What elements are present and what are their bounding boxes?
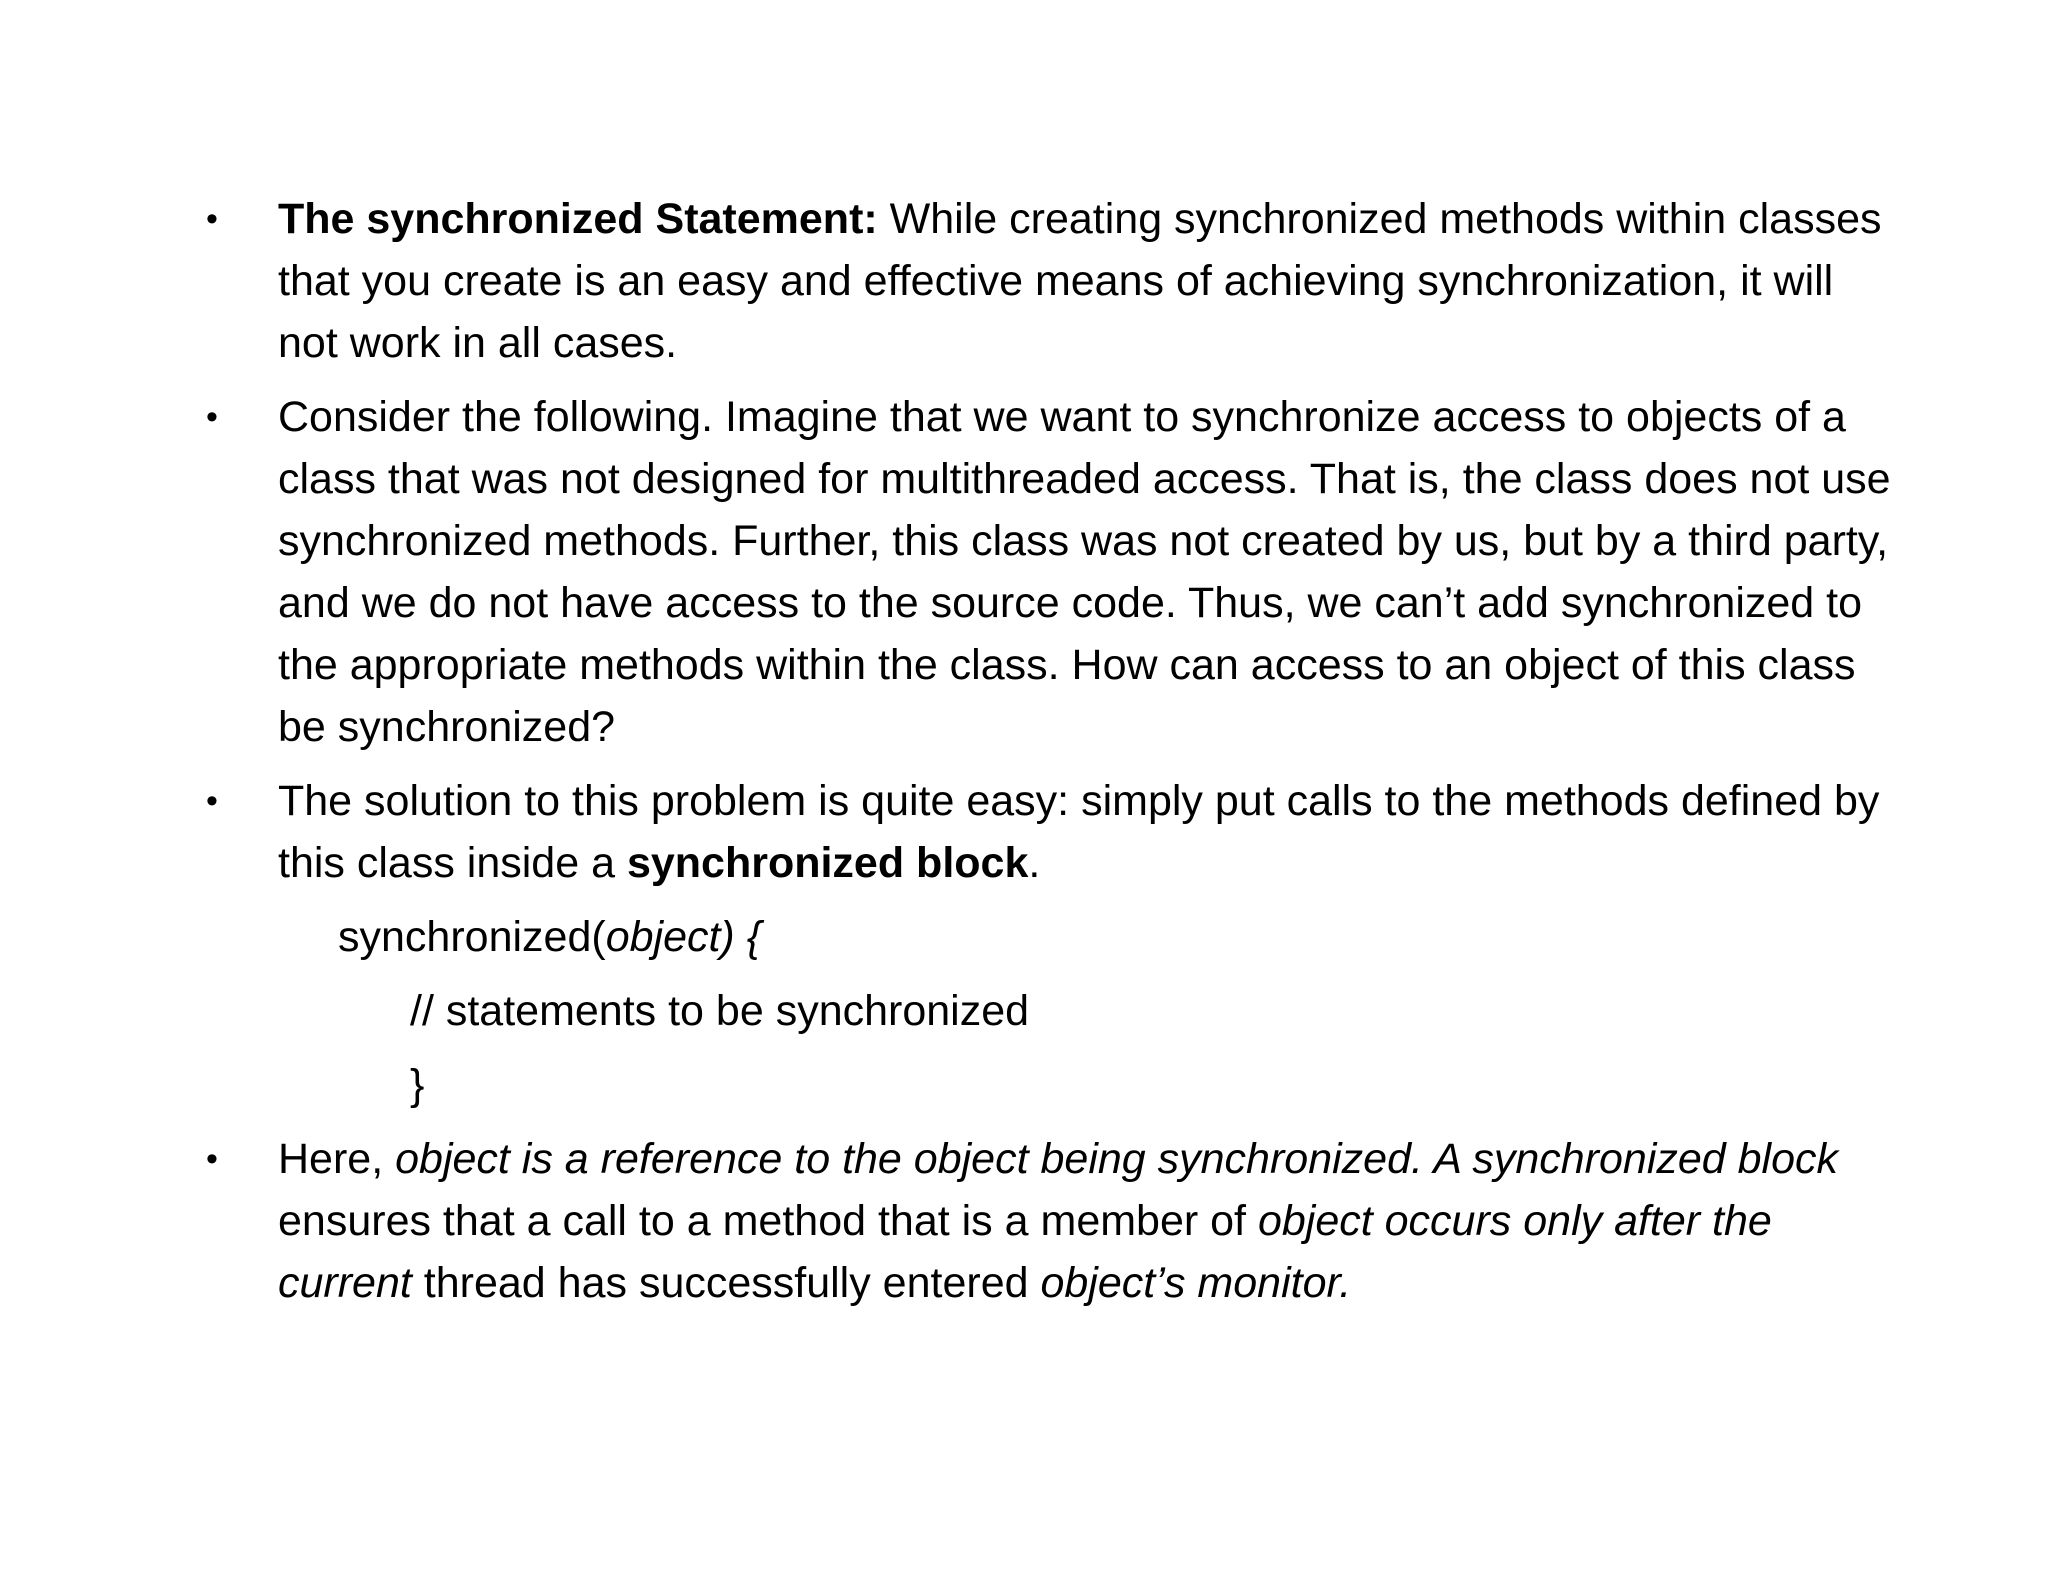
bullet-marker: • [206, 200, 218, 238]
code-keyword: synchronized( [338, 913, 606, 961]
bullet-italic-text: object is a reference to the object being synchronized. A synchronized block [395, 1135, 1839, 1183]
bullet-text: ensures that a call to a method that is a member of [278, 1197, 1258, 1245]
bullet-text-end: . [1028, 839, 1041, 887]
bullet-text: thread has successfully entered [411, 1259, 1041, 1307]
bullet-italic-text: object occurs only after the current [278, 1197, 1772, 1307]
bullet-bold-term: synchronized block [626, 839, 1029, 887]
bullet-solution [200, 770, 1900, 894]
slide-body [200, 188, 1900, 1326]
code-block [200, 906, 1900, 1116]
bullet-italic-text: object’s monitor. [1040, 1259, 1352, 1307]
bullet-marker: • [206, 398, 218, 436]
code-line-1 [200, 906, 1900, 968]
bullet-marker: • [206, 1140, 218, 1178]
code-argument: object) { [605, 913, 762, 961]
bullet-heading: The synchronized Statement: [278, 195, 878, 243]
code-line-3: } [410, 1061, 425, 1109]
bullet-consider-following [200, 386, 1900, 758]
code-line-2: // statements to be synchronized [410, 987, 1030, 1035]
bullet-here-object [200, 1128, 1900, 1314]
bullet-text: The solution to this problem is quite easy: simply put calls to the methods defined by this class inside a [278, 777, 1880, 887]
bullet-text: Here, [278, 1135, 396, 1183]
bullet-marker: • [206, 782, 218, 820]
bullet-synchronized-statement [200, 188, 1900, 374]
bullet-text: Consider the following. Imagine that we want to synchronize access to objects of a class that was not designed for multithreaded access. That is, the class does not use synchronized methods. Further, this class was not created by us, but by a third party, and we do not have access to the source code. Thus, we can’t add synchronized to the appropriate methods within the class. How can access to an object of this class be synchronized? [278, 393, 1891, 751]
bullet-text: While creating synchronized methods within classes that you create is an easy and effective means of achieving synchronization, it will not work in all cases. [278, 195, 1882, 367]
